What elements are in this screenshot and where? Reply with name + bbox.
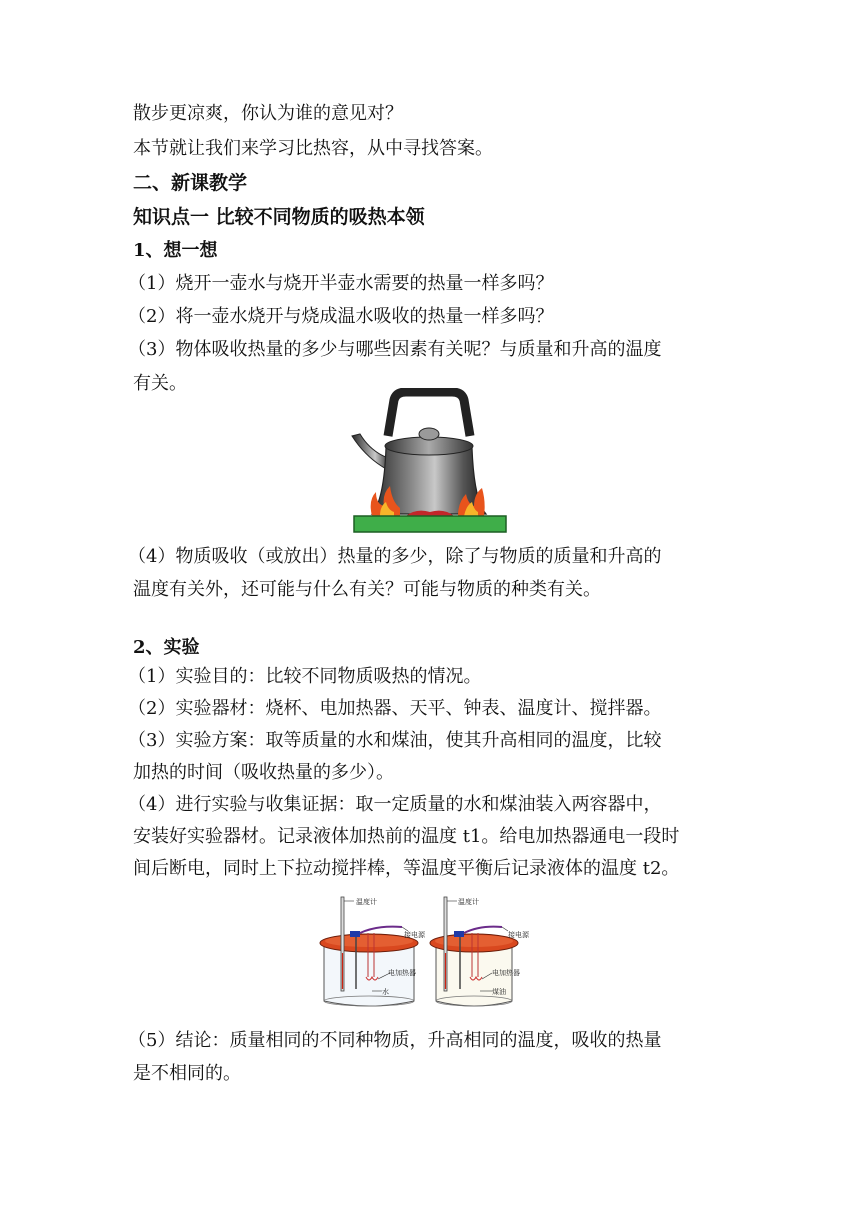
experiment-step-1: （1）实验目的：比较不同物质吸热的情况。	[128, 666, 482, 687]
think-question-3b: 有关。	[133, 373, 187, 394]
experiment-step-4a: （4）进行实验与收集证据：取一定质量的水和煤油装入两容器中，	[128, 794, 662, 815]
experiment-step-5a: （5）结论：质量相同的不同种物质，升高相同的温度，吸收的热量	[128, 1030, 662, 1051]
label-thermometer-left: 温度计	[356, 898, 377, 906]
experiment-step-5b: 是不相同的。	[133, 1063, 241, 1084]
label-power-right: 接电源	[508, 931, 529, 939]
experiment-step-3b: 加热的时间（吸收热量的多少）。	[133, 762, 394, 783]
think-heading: 1、想一想	[133, 240, 218, 261]
section-heading: 二、新课教学	[133, 172, 248, 194]
label-liquid-water: 水	[382, 988, 389, 996]
think-question-4b: 温度有关外，还可能与什么有关？可能与物质的种类有关。	[133, 579, 601, 600]
kettle-illustration	[346, 388, 512, 536]
label-thermometer-right: 温度计	[458, 898, 479, 906]
think-question-4a: （4）物质吸收（或放出）热量的多少，除了与物质的质量和升高的	[128, 546, 662, 567]
experiment-step-4c: 间后断电，同时上下拉动搅拌棒，等温度平衡后记录液体的温度 t2。	[133, 858, 680, 879]
label-heater-right: 电加热器	[492, 969, 520, 977]
label-heater-left: 电加热器	[388, 969, 416, 977]
experiment-heading: 2、实验	[133, 637, 200, 658]
experiment-step-2: （2）实验器材：烧杯、电加热器、天平、钟表、温度计、搅拌器。	[128, 698, 662, 719]
knowledge-point-heading: 知识点一 比较不同物质的吸热本领	[133, 206, 425, 228]
think-question-3a: （3）物体吸收热量的多少与哪些因素有关呢？与质量和升高的温度	[128, 339, 662, 360]
label-power-left: 接电源	[404, 931, 425, 939]
experiment-step-4b: 安装好实验器材。记录液体加热前的温度 t1。给电加热器通电一段时	[133, 826, 680, 847]
water-beaker	[320, 897, 418, 1006]
label-liquid-kerosene: 煤油	[492, 988, 506, 996]
intro-line-1: 散步更凉爽，你认为谁的意见对？	[133, 103, 403, 124]
think-question-2: （2）将一壶水烧开与烧成温水吸收的热量一样多吗？	[128, 306, 554, 327]
experiment-step-3a: （3）实验方案：取等质量的水和煤油，使其升高相同的温度，比较	[128, 730, 662, 751]
experiment-apparatus-illustration	[312, 893, 552, 1011]
intro-line-2: 本节就让我们来学习比热容，从中寻找答案。	[133, 138, 493, 159]
think-question-1: （1）烧开一壶水与烧开半壶水需要的热量一样多吗？	[128, 273, 554, 294]
